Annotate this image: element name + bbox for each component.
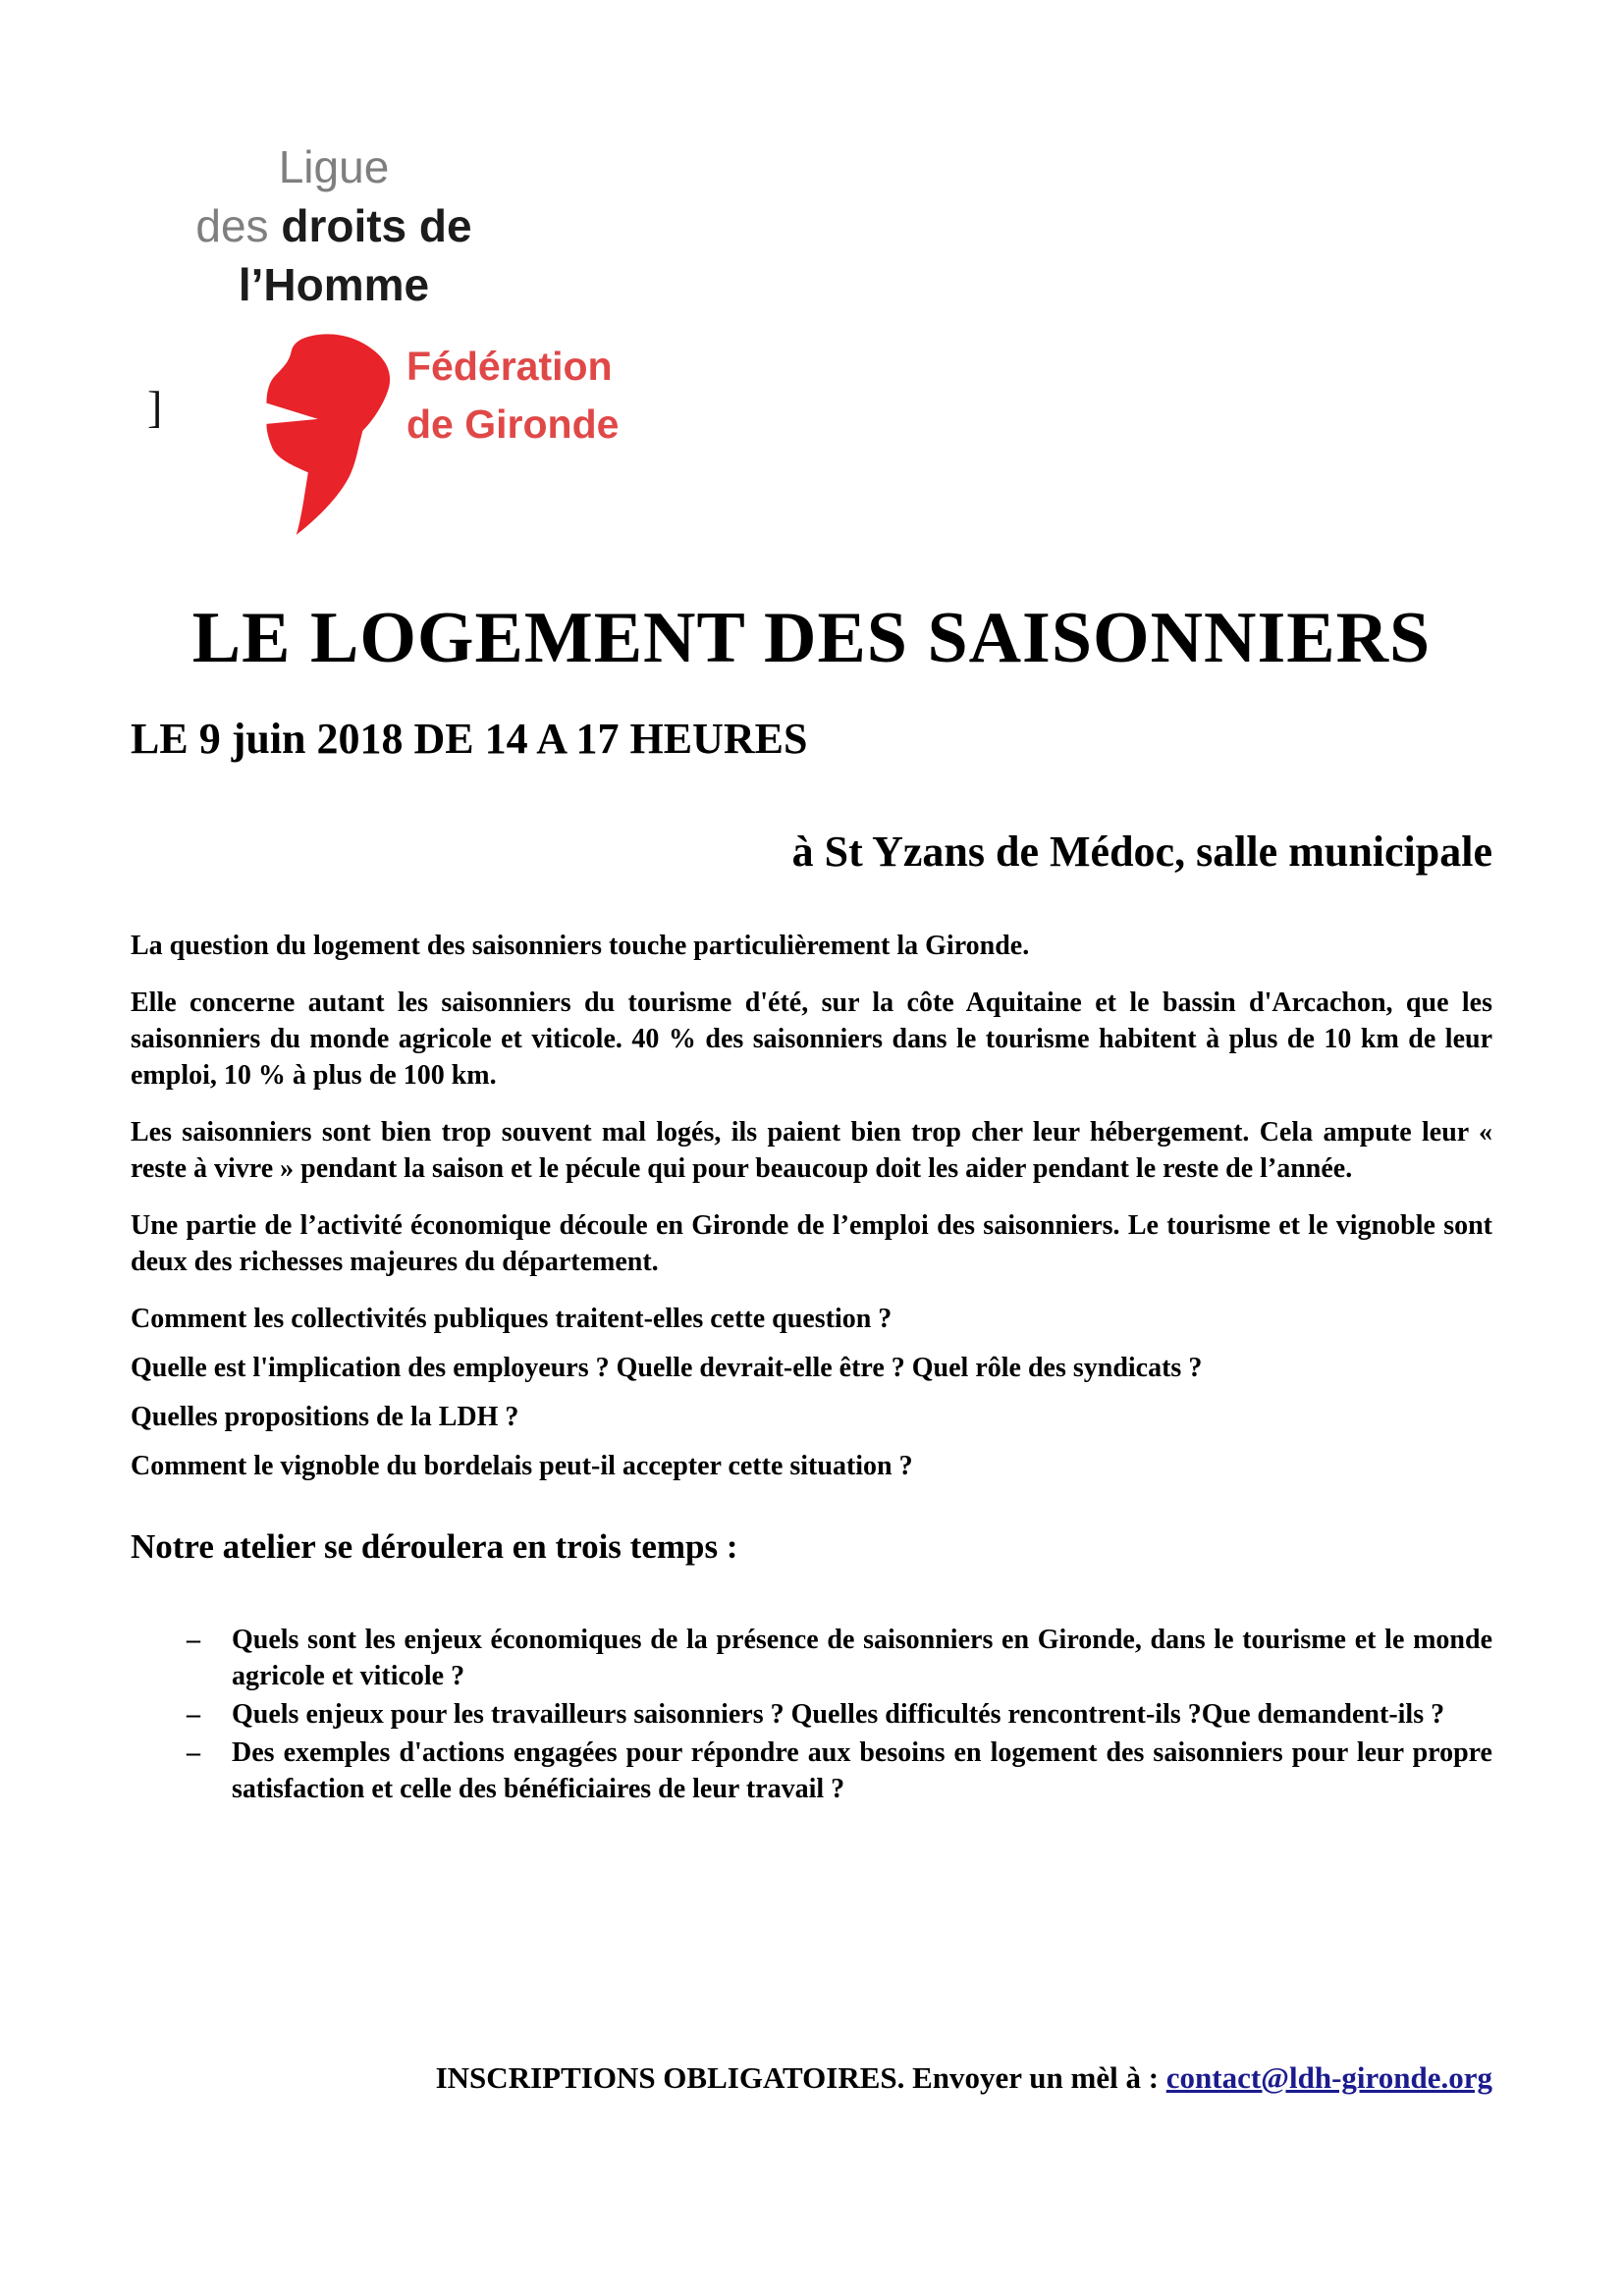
paragraph: La question du logement des saisonniers touche particulièrement la Gironde.: [131, 931, 1030, 961]
logo-word-lhomme: l’Homme: [238, 259, 430, 310]
list-item-text: Quels enjeux pour les travailleurs saisonniers ? Quelles difficultés rencontrent-ils ?Que demandent-ils ?: [232, 1699, 1445, 1730]
logo-word-des: des: [195, 200, 269, 251]
list-item-text: Quels sont les enjeux économiques de la présence de saisonniers en Gironde, dans le tourisme et le monde agricole et viticole ?: [232, 1625, 1492, 1691]
event-date: LE 9 juin 2018 DE 14 A 17 HEURES: [131, 715, 808, 763]
dash-bullet: –: [187, 1699, 200, 1730]
ldh-logo-text: [147, 137, 520, 314]
question: Quelles propositions de la LDH ?: [131, 1402, 519, 1432]
workshop-list: [131, 1622, 1492, 1807]
contact-email-link[interactable]: contact@ldh-gironde.org: [1165, 2060, 1492, 2095]
inscription-text: INSCRIPTIONS OBLIGATOIRES. Envoyer un mèl à :: [435, 2060, 1166, 2095]
logo-line-lhomme: [147, 255, 520, 314]
paragraph: Les saisonniers sont bien trop souvent mal logés, ils paient bien trop cher leur hébergement. Cela ampute leur « reste à vivre » pendant la saison et le pécule qui pour beaucoup doit les aider pendant le reste de l’année.: [131, 1117, 1492, 1184]
logo-line-ligue: [147, 137, 520, 196]
logo-word-ligue: Ligue: [278, 141, 390, 192]
event-location: à St Yzans de Médoc, salle municipale: [791, 828, 1492, 876]
list-item: [131, 1696, 1492, 1733]
document-content: [131, 597, 1492, 1809]
paragraph: Une partie de l’activité économique découle en Gironde de l’emploi des saisonniers. Le tourisme et le vignoble sont deux des richesses majeures du département.: [131, 1210, 1492, 1277]
question: Quelle est l'implication des employeurs ? Quelle devrait-elle être ? Quel rôle des syndicats ?: [131, 1353, 1203, 1383]
federation-line2: de Gironde: [406, 401, 620, 447]
footer-note: [131, 2059, 1492, 2097]
workshop-heading: Notre atelier se déroulera en trois temps :: [131, 1527, 738, 1566]
dash-bullet: –: [187, 1625, 200, 1655]
federation-line1: Fédération: [406, 344, 613, 389]
dash-bullet: –: [187, 1737, 200, 1768]
page-title: LE LOGEMENT DES SAISONNIERS: [191, 598, 1432, 678]
question: Comment le vignoble du bordelais peut-il accepter cette situation ?: [131, 1451, 913, 1481]
list-item-text: Des exemples d'actions engagées pour répondre aux besoins en logement des saisonniers pour leur propre satisfaction et celle des bénéficiaires de leur travail ?: [232, 1737, 1492, 1804]
ldh-flame-icon: [263, 332, 393, 545]
list-item: [131, 1622, 1492, 1694]
question: Comment les collectivités publiques traitent-elles cette question ?: [131, 1304, 893, 1334]
list-item: [131, 1735, 1492, 1807]
logo-word-droits-de: droits de: [281, 200, 472, 251]
paragraph: Elle concerne autant les saisonniers du tourisme d'été, sur la côte Aquitaine et le bassin d'Arcachon, que les saisonniers du monde agricole et viticole. 40 % des saisonniers dans le tourisme habitent à plus de 10 km de leur emploi, 10 % à plus de 100 km.: [131, 988, 1492, 1091]
stray-bracket-artifact: ]: [147, 382, 163, 432]
federation-label: [406, 338, 619, 454]
logo-line-des-droits-de: [147, 196, 520, 255]
